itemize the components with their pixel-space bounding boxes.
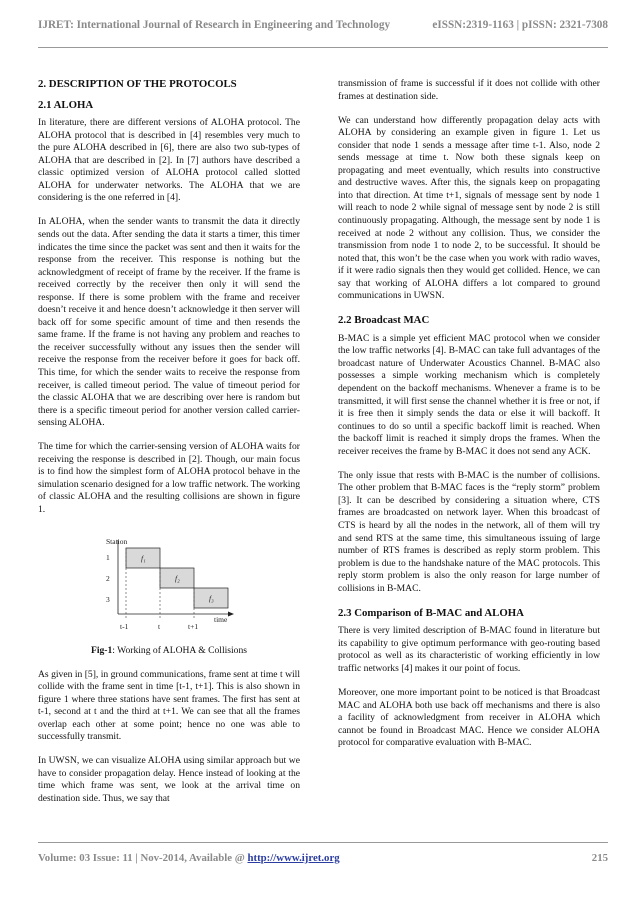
- paragraph: As given in [5], in ground communications, frame sent at time t will collide with the frame sent in time [t-1, t+1]. This is also shown in figure 1 where three stations have sent frames. The first has sent at t-1, second at t and the third at t+1. We can see that all the frames overlap each other at some point; hence no one was able to successfully transmit.: [38, 668, 300, 743]
- figure-caption: [38, 645, 300, 658]
- header-divider: [38, 47, 608, 48]
- page-header: [38, 10, 608, 40]
- page-number: 215: [591, 852, 608, 864]
- tick-t-minus-1: t-1: [120, 622, 129, 631]
- issn: eISSN:2319-1163 | pISSN: 2321-7308: [432, 19, 608, 31]
- right-column: [338, 78, 600, 761]
- paragraph: In literature, there are different versions of ALOHA protocol. The ALOHA protocol that is described in [4] resembles very much to the pure ALOHA described in [6], there are also two sub-types of ALOHA that are described in [2]. In [7] authors have described a classic optimized version of ALOHA protocol called slotted ALOHA for underwater networks. The ALOHA that we are considering is the one referred in [4].: [38, 117, 300, 204]
- tick-t-plus-1: t+1: [188, 622, 199, 631]
- tick-t: t: [158, 622, 161, 631]
- caption-label: Fig-1: [90, 644, 113, 656]
- page-footer: [38, 852, 608, 864]
- left-column: [38, 78, 300, 817]
- footer-divider: [38, 842, 608, 843]
- frame-f3-label: f₃: [209, 594, 214, 603]
- journal-link[interactable]: http://www.ijret.org: [247, 852, 340, 864]
- journal-title: IJRET: International Journal of Research in Engineering and Technology: [38, 19, 391, 31]
- station-3-label: 3: [106, 595, 110, 604]
- paragraph: We can understand how differently propagation delay acts with ALOHA by considering an example given in figure 1. Let us consider that node 1 sends a message after time t-1. Also, node 2 sends message at time t. Now both these signals keep on propagating and meet eventually, which results into constructive and destructive waves. After this, the signals keep on propagating into that direction. At time t+1, signals of message sent by node 1 will reach to node 2 while signal of message sent by node 2 is still continuously propagating. Although, the message sent by node 1 is received at node 2 without any collision. Thus, we consider the transmission from node 1 to node 2, to be successful. It should be noted that, this won’t be the case when you work with radio waves, if it were radio signals then they would get collided. Hence, we can say that working of ALOHA differs a lot compared to ground communications in UWSN.: [338, 114, 600, 302]
- paragraph: The only issue that rests with B-MAC is the number of collisions. The other problem that B-MAC faces is the “reply storm” problem [3]. It can be described by considering a situation where, CTS frames are broadcasted on network layer. When this broadcast of CTS is heard by all the nodes in the network, all of them will try and send RTS at the same time, this simultaneous issuing of large number of RTS frames is described as reply storm problem. This problem is due to the handshake nature of the MAC protocols. This reply storm problem is also the only reason for large number of collisions in B-MAC.: [338, 469, 600, 594]
- paragraph: In ALOHA, when the sender wants to transmit the data it directly sends out the data. After sending the data it starts a timer, this timer indicates the time since the packet was sent and then it waits for the response from the receiver. This response is nothing but the acknowledgment of receipt of frame by the receiver. If the frame is received correctly by the receiver then only it will send the response. If there is some problem with the frame and receiver doesn’t receive it and hence doesn’t acknowledge it then server will back off for some specific amount of time and then resends the same frame. If the frame is not having any problem and reaches to the receiver successfully without any issues then the sender will receive the response from the receiver before it goes for back off. This time, for which the sender waits to receive the response from receiver, is called timeout period. The value of timeout period for the classic ALOHA that we are describing over here is random but there is a specific timeout period for another version called carrier-sensing ALOHA.: [38, 216, 300, 429]
- footer-volume: Volume: 03 Issue: 11 | Nov-2014, Available @ http://www.ijret.org: [38, 852, 340, 864]
- frame-f1-label: f₁: [141, 554, 146, 563]
- paragraph: Moreover, one more important point to be noticed is that Broadcast MAC and ALOHA both use back off mechanisms and there is also a facility of acknowledgment from receiver in ALOHA which cannot be found in Broadcast MAC. Hence we consider ALOHA protocol for comparative evaluation with B-MAC.: [338, 687, 600, 749]
- section-title: 2. DESCRIPTION OF THE PROTOCOLS: [38, 78, 237, 90]
- station-2-label: 2: [106, 574, 110, 583]
- frame-f2-label: f₂: [175, 574, 180, 583]
- paragraph: The time for which the carrier-sensing version of ALOHA waits for receiving the response is described in [2]. Though, our main focus is to find how the simplest form of ALOHA protocol behave in the simulation scenario designed for a low traffic network. The working of classic ALOHA and the resulting collisions are shown in figure 1.: [38, 441, 300, 515]
- x-axis-arrow: [228, 612, 234, 617]
- paragraph: There is very limited description of B-MAC found in literature but its capability to give optimum performance with geo-routing based protocol as well as its characteristic of working efficiently in low traffic networks [4] makes it our point of focus.: [338, 625, 600, 674]
- station-1-label: 1: [106, 553, 110, 562]
- time-label: time: [214, 615, 228, 624]
- paragraph: B-MAC is a simple yet efficient MAC protocol when we consider the low traffic networks [4]. B-MAC can take full advantages of the broadcast nature of Underwater Acoustics Channel. B-MAC also possesses a simple working mechanism which is completely dependent on the backoff mechanisms. Whenever a frame is to be transmitted, it will first sense the channel whether it is free or not, if it is free then it simply sends the data or else it will backoff. It continues to do so until a specific backoff limit is reached. When the backoff limit is reached it simply drops the frames. When the receiver receives the frame by B-MAC it does not send any ACK.: [338, 332, 600, 457]
- paragraph: transmission of frame is successful if it does not collide with other frames at destination side.: [338, 78, 600, 102]
- subsection-comparison: 2.3 Comparison of B-MAC and ALOHA: [338, 606, 524, 619]
- subsection-aloha: 2.1 ALOHA: [38, 98, 94, 111]
- caption-text: : Working of ALOHA & Collisions: [112, 644, 248, 656]
- figure-aloha-collisions: [38, 536, 300, 636]
- paragraph: In UWSN, we can visualize ALOHA using similar approach but we have to consider propagation delay. Hence instead of looking at the time which frame was sent, we look at the arrival time on destination side. Thus, we say that: [38, 755, 300, 805]
- subsection-bmac: 2.2 Broadcast MAC: [338, 314, 430, 327]
- station-label: Station: [106, 537, 128, 546]
